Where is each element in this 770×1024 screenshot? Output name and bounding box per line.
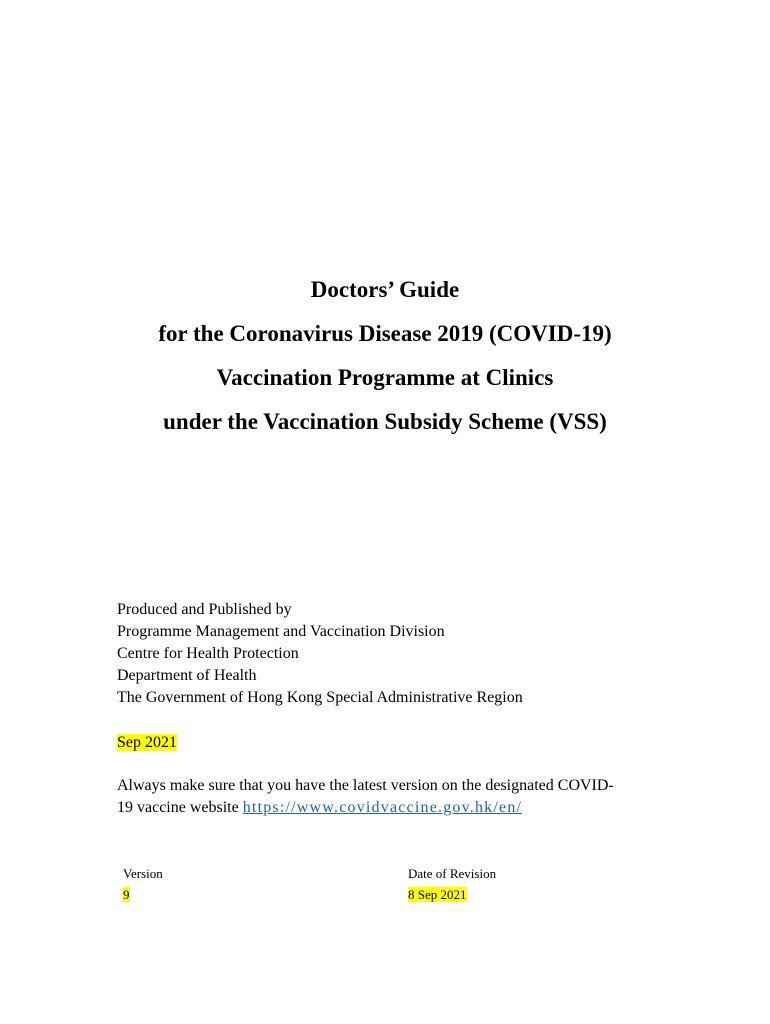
date-of-revision-column [408,864,496,904]
notice-line-2 [117,797,697,819]
notice-line-2-prefix: 19 vaccine website [117,799,243,816]
version-header: Version [123,866,163,881]
title-line-1: Doctors’ Guide [310,277,460,302]
document-title [0,268,770,444]
notice-line-1: Always make sure that you have the latest version on the designated COVID- [117,777,614,794]
publisher-line-4: Department of Health [117,667,257,684]
publisher-line-5: The Government of Hong Kong Special Administrative Region [117,689,523,706]
vaccine-website-link[interactable]: https://www.covidvaccine.gov.hk/en/ [242,799,523,816]
publisher-line-3: Centre for Health Protection [117,645,299,662]
latest-version-notice [117,775,697,819]
publisher-line-2: Programme Management and Vaccination Division [117,623,445,640]
date-of-revision-header: Date of Revision [408,866,497,881]
publication-date: Sep 2021 [117,734,177,751]
title-line-4: under the Vaccination Subsidy Scheme (VSS) [163,409,607,434]
title-line-3: Vaccination Programme at Clinics [216,365,554,390]
publisher-line-1: Produced and Published by [117,601,292,618]
publication-date-row [117,732,177,754]
date-of-revision-value: 8 Sep 2021 [408,887,467,902]
version-value: 9 [123,887,130,902]
version-column [123,864,163,904]
publisher-info [117,599,523,709]
title-line-2: for the Coronavirus Disease 2019 (COVID-19) [158,321,612,346]
